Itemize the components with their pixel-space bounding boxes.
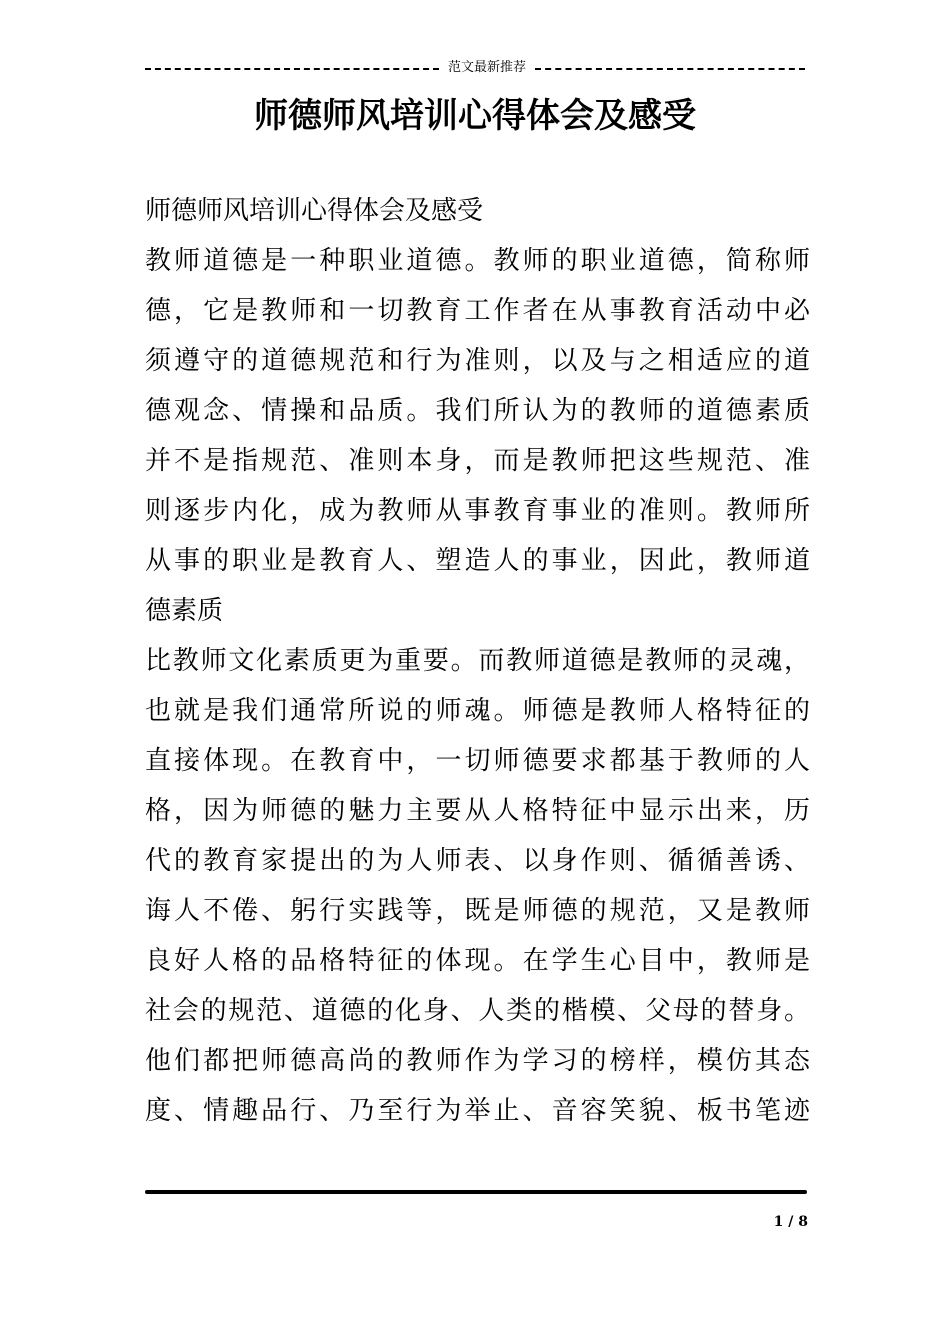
- body-line: 德，它是教师和一切教育工作者在从事教育活动中必: [145, 296, 810, 326]
- body-line: 社会的规范、道德的化身、人类的楷模、父母的替身。: [145, 996, 810, 1026]
- body-line: 德素质: [145, 596, 224, 626]
- body-line: 则逐步内化，成为教师从事教育事业的准则。教师所: [145, 496, 810, 526]
- body-line: 比教师文化素质更为重要。而教师道德是教师的灵魂，: [145, 646, 810, 676]
- body-line: 德观念、情操和品质。我们所认为的教师的道德素质: [145, 396, 810, 426]
- header-dashed-rule-left: [145, 68, 439, 70]
- body-line: 也就是我们通常所说的师魂。师德是教师人格特征的: [145, 696, 810, 726]
- body-line: 师德师风培训心得体会及感受: [145, 196, 484, 226]
- footer-rule: [145, 1190, 807, 1194]
- body-line: 格，因为师德的魅力主要从人格特征中显示出来，历: [145, 796, 810, 826]
- body-line: 直接体现。在教育中，一切师德要求都基于教师的人: [145, 746, 810, 776]
- body-line: 良好人格的品格特征的体现。在学生心目中，教师是: [145, 946, 810, 976]
- header-dashed-rule-right: [535, 68, 805, 70]
- body-line: 度、情趣品行、乃至行为举止、音容笑貌、板书笔迹: [145, 1096, 810, 1126]
- body-line: 须遵守的道德规范和行为准则，以及与之相适应的道: [145, 346, 810, 376]
- body-line: 并不是指规范、准则本身，而是教师把这些规范、准: [145, 446, 810, 476]
- body-line: 代的教育家提出的为人师表、以身作则、循循善诱、: [145, 846, 810, 876]
- header-label: 范文最新推荐: [445, 58, 529, 78]
- document-title: 师德师风培训心得体会及感受: [254, 96, 696, 136]
- document-body: [145, 186, 810, 1136]
- body-line: 他们都把师德高尚的教师作为学习的榜样，模仿其态: [145, 1046, 810, 1076]
- page-header: [145, 58, 805, 78]
- body-line: 教师道德是一种职业道德。教师的职业道德，简称师: [145, 246, 810, 276]
- page-number: 1 / 8: [773, 1214, 808, 1230]
- body-line: 从事的职业是教育人、塑造人的事业，因此，教师道: [145, 546, 810, 576]
- body-line: 诲人不倦、躬行实践等，既是师德的规范，又是教师: [145, 896, 810, 926]
